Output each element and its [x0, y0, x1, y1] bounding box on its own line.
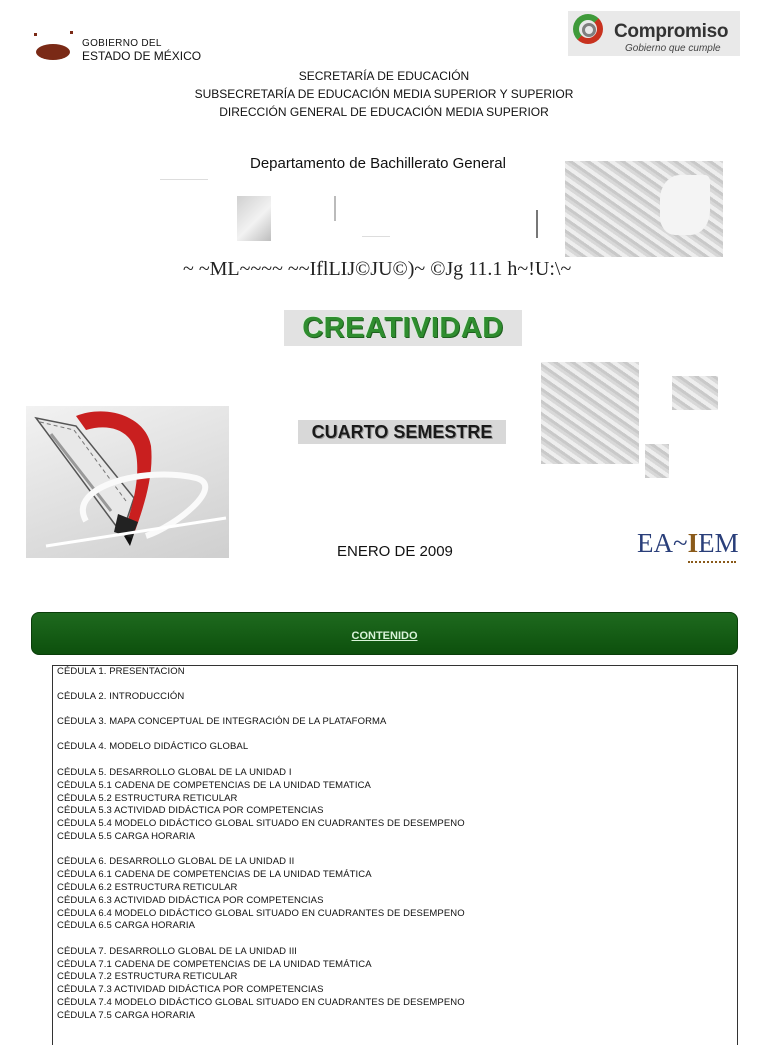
contents-header-bar	[31, 612, 738, 655]
contents-entry: CÉDULA 5. DESARROLLO GLOBAL DE LA UNIDAD I	[57, 767, 292, 778]
contents-entry: CÉDULA 2. INTRODUCCIÓN	[57, 691, 185, 702]
direccion-line: DIRECCIÓN GENERAL DE EDUCACIÓN MEDIA SUPERIOR	[219, 105, 549, 119]
contents-entry: CÉDULA 5.4 MODELO DIDÁCTICO GLOBAL SITUADO EN CUADRANTES DE DESEMPENO	[57, 818, 465, 829]
contents-entry: CÉDULA 4. MODELO DIDÁCTICO GLOBAL	[57, 741, 249, 752]
document-title: CREATIVIDAD	[284, 310, 522, 346]
compromiso-logo	[568, 11, 740, 56]
map-fragment-highlight	[660, 175, 710, 235]
gov-logo-dot	[70, 31, 73, 34]
divider	[334, 196, 336, 221]
contents-entry: CÉDULA 7.4 MODELO DIDÁCTICO GLOBAL SITUADO EN CUADRANTES DE DESEMPENO	[57, 997, 465, 1008]
contents-entry: CÉDULA 6. DESARROLLO GLOBAL DE LA UNIDAD II	[57, 856, 295, 867]
contents-title: CONTENIDO	[351, 630, 418, 642]
image-fragment	[237, 196, 271, 241]
gov-name-line2: ESTADO DE MÉXICO	[82, 49, 202, 63]
contents-entry: CÉDULA 6.4 MODELO DIDÁCTICO GLOBAL SITUADO EN CUADRANTES DE DESEMPENO	[57, 908, 465, 919]
contents-entry: CÉDULA 7. DESARROLLO GLOBAL DE LA UNIDAD III	[57, 946, 298, 957]
scroll-quill-emblem-icon	[26, 406, 229, 558]
garbled-text-line: ~ ~ML~~~~ ~~IflLIJ©JU©)~ ©Jg 11.1 h~!U:\~	[183, 258, 572, 280]
compromiso-subtitle: Gobierno que cumple	[625, 43, 721, 54]
institution-mark-mid: I	[687, 528, 699, 558]
institution-mark-underline	[688, 556, 736, 563]
compromiso-title: Compromiso	[614, 21, 729, 42]
contents-entry: CÉDULA 7.1 CADENA DE COMPETENCIAS DE LA UNIDAD TEMÁTICA	[57, 959, 372, 970]
divider	[160, 179, 208, 180]
contents-entry: CÉDULA 7.5 CARGA HORARIA	[57, 1010, 196, 1021]
wave-glyph: ~	[673, 528, 688, 558]
contents-entry: CÉDULA 1. PRESENTACION	[57, 666, 185, 677]
map-fragment	[672, 376, 718, 410]
contents-entry: CÉDULA 5.3 ACTIVIDAD DIDÁCTICA POR COMPETENCIAS	[57, 805, 324, 816]
institution-mark	[637, 528, 739, 559]
compromiso-ring-inner	[582, 23, 596, 37]
scroll-quill-graphic	[26, 406, 229, 558]
contents-entry: CÉDULA 7.3 ACTIVIDAD DIDÁCTICA POR COMPETENCIAS	[57, 984, 324, 995]
institution-mark-prefix: EA	[637, 528, 673, 558]
contents-entry: CÉDULA 6.2 ESTRUCTURA RETICULAR	[57, 882, 238, 893]
contents-entry: CÉDULA 7.2 ESTRUCTURA RETICULAR	[57, 971, 238, 982]
secretaria-line: SECRETARÍA DE EDUCACIÓN	[298, 69, 470, 83]
map-fragment	[541, 362, 639, 464]
institution-mark-suffix: EM	[698, 528, 739, 558]
divider	[536, 210, 538, 238]
gov-logo-icon	[36, 44, 70, 60]
divider	[362, 236, 390, 237]
contents-entry: CÉDULA 6.1 CADENA DE COMPETENCIAS DE LA UNIDAD TEMÁTICA	[57, 869, 372, 880]
contents-entry: CÉDULA 5.1 CADENA DE COMPETENCIAS DE LA UNIDAD TEMATICA	[57, 780, 371, 791]
department-title: Departamento de Bachillerato General	[250, 155, 506, 172]
contents-entry: CÉDULA 3. MAPA CONCEPTUAL DE INTEGRACIÓN DE LA PLATAFORMA	[57, 716, 387, 727]
gov-logo-dot	[34, 33, 37, 36]
document-date: ENERO DE 2009	[337, 543, 453, 560]
contents-entry: CÉDULA 5.2 ESTRUCTURA RETICULAR	[57, 793, 238, 804]
contents-entry: CÉDULA 5.5 CARGA HORARIA	[57, 831, 196, 842]
map-fragment	[645, 444, 669, 478]
semester-title: CUARTO SEMESTRE	[298, 420, 506, 444]
subsecretaria-line: SUBSECRETARÍA DE EDUCACIÓN MEDIA SUPERIOR Y SUPERIOR	[194, 87, 574, 101]
gov-name-line1: GOBIERNO DEL	[82, 38, 162, 49]
contents-entry: CÉDULA 6.5 CARGA HORARIA	[57, 920, 196, 931]
contents-entry: CÉDULA 6.3 ACTIVIDAD DIDÁCTICA POR COMPETENCIAS	[57, 895, 324, 906]
